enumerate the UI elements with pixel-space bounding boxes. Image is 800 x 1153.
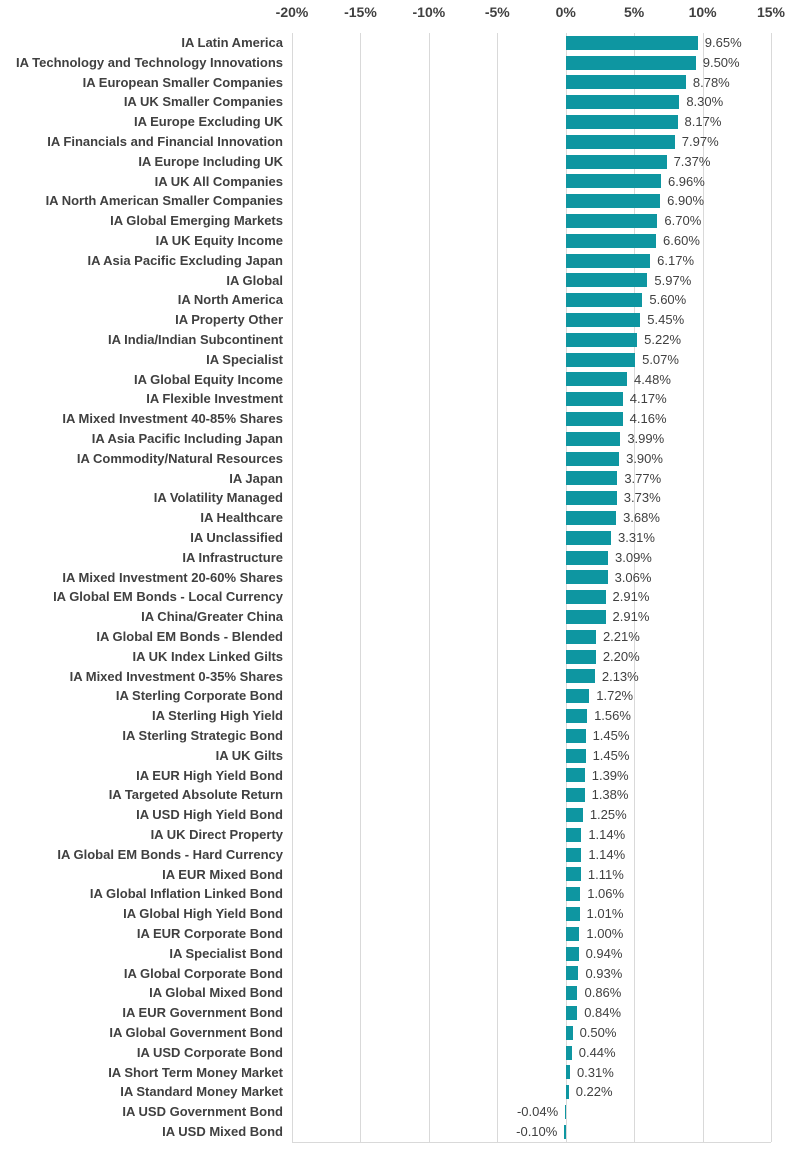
value-label: 8.30% <box>686 94 724 110</box>
value-label: 6.70% <box>664 213 702 229</box>
value-label: 0.86% <box>584 985 622 1001</box>
category-label: IA Global EM Bonds - Blended <box>96 629 283 644</box>
value-label: 1.14% <box>588 846 626 862</box>
chart-row <box>0 924 800 944</box>
chart-row <box>0 191 800 211</box>
category-label: IA Global EM Bonds - Local Currency <box>53 589 283 605</box>
chart-row <box>0 884 800 904</box>
category-label: IA European Smaller Companies <box>82 74 283 90</box>
category-label: IA Global Corporate Bond <box>123 965 283 981</box>
category-label: IA Global High Yield Bond <box>123 906 283 922</box>
category-label: IA UK Smaller Companies <box>123 94 283 110</box>
category-label: IA Technology and Technology Innovations <box>16 54 283 70</box>
value-label: 3.31% <box>618 530 655 545</box>
bar <box>566 36 698 50</box>
plot-bottom-axis-line <box>292 1142 771 1143</box>
chart-row <box>0 647 800 667</box>
value-label: 5.07% <box>642 351 679 367</box>
bar <box>566 313 641 327</box>
chart-row <box>0 964 800 984</box>
value-label: 5.60% <box>649 292 687 308</box>
category-label: IA UK Direct Property <box>150 827 283 842</box>
value-label: -0.10% <box>516 1124 558 1139</box>
value-label: 0.93% <box>585 965 623 981</box>
bar <box>566 273 648 287</box>
value-label: 0.84% <box>584 1005 622 1021</box>
value-label: 2.21% <box>602 629 640 644</box>
chart-row <box>0 172 800 192</box>
chart-row <box>0 409 800 429</box>
chart-row <box>0 370 800 390</box>
bar <box>566 1085 569 1099</box>
category-label: IA EUR High Yield Bond <box>136 767 283 783</box>
category-label: IA Flexible Investment <box>146 391 283 407</box>
chart-row <box>0 488 800 508</box>
chart-row <box>0 686 800 706</box>
chart-row <box>0 607 800 627</box>
value-label: 9.65% <box>704 35 742 50</box>
bar <box>566 392 623 406</box>
value-label: 1.11% <box>587 866 624 882</box>
chart-row <box>0 805 800 825</box>
bar <box>566 95 680 109</box>
bar <box>566 689 590 703</box>
value-label: 8.17% <box>684 114 722 130</box>
value-label: 1.45% <box>592 728 630 743</box>
bar <box>566 372 627 386</box>
chart-row <box>0 865 800 885</box>
value-label: 4.17% <box>629 391 667 407</box>
value-label: 2.91% <box>612 609 650 625</box>
category-label: IA Global <box>226 272 283 288</box>
category-label: IA Infrastructure <box>182 549 283 565</box>
value-label: 2.20% <box>602 648 640 664</box>
category-label: IA USD Corporate Bond <box>136 1044 283 1060</box>
bar <box>566 768 585 782</box>
value-label: 7.97% <box>681 134 719 149</box>
chart-row <box>0 667 800 687</box>
bar <box>566 471 618 485</box>
chart-row <box>0 528 800 548</box>
bar <box>566 412 623 426</box>
value-label: 5.22% <box>644 332 682 347</box>
value-label: 1.00% <box>586 926 624 941</box>
category-label: IA Global Equity Income <box>133 371 283 387</box>
x-axis-tick-label: -10% <box>412 4 446 20</box>
category-label: IA North American Smaller Companies <box>45 193 283 209</box>
chart-row <box>0 548 800 568</box>
bar <box>566 887 581 901</box>
value-label: 4.48% <box>634 371 671 387</box>
value-label: 3.77% <box>624 470 662 486</box>
bar <box>566 788 585 802</box>
chart-row <box>0 1082 800 1102</box>
category-label: IA Financials and Financial Innovation <box>47 134 283 149</box>
x-axis-tick-label: 15% <box>756 4 786 20</box>
chart-row <box>0 1102 800 1122</box>
chart-row <box>0 726 800 746</box>
chart-row <box>0 627 800 647</box>
value-label: 6.60% <box>663 233 700 248</box>
chart-row <box>0 568 800 588</box>
category-label: IA Global Emerging Markets <box>110 213 283 229</box>
chart-row <box>0 449 800 469</box>
category-label: IA UK All Companies <box>154 173 283 189</box>
category-label: IA Mixed Investment 40-85% Shares <box>62 411 283 427</box>
category-label: IA EUR Corporate Bond <box>136 926 283 941</box>
category-label: IA Global Government Bond <box>109 1025 283 1040</box>
category-label: IA Asia Pacific Excluding Japan <box>87 252 283 268</box>
value-label: 0.44% <box>578 1044 616 1060</box>
value-label: -0.04% <box>516 1104 559 1120</box>
value-label: 3.99% <box>627 431 665 446</box>
chart-row <box>0 152 800 172</box>
category-label: IA Latin America <box>181 35 283 50</box>
value-label: 1.38% <box>591 787 629 803</box>
chart-row <box>0 766 800 786</box>
bar <box>566 848 582 862</box>
bar <box>566 452 619 466</box>
bar <box>566 966 579 980</box>
category-label: IA North America <box>177 292 283 308</box>
chart-row <box>0 1003 800 1023</box>
category-label: IA Mixed Investment 0-35% Shares <box>69 668 283 684</box>
value-label: 1.14% <box>588 827 626 842</box>
bar <box>566 194 660 208</box>
category-label: IA Specialist <box>206 351 283 367</box>
x-axis-tick-label: 10% <box>688 4 717 20</box>
category-label: IA Europe Including UK <box>138 153 283 169</box>
bar <box>566 135 675 149</box>
x-axis-tick-label: 0% <box>555 4 576 20</box>
chart-row <box>0 508 800 528</box>
category-label: IA Asia Pacific Including Japan <box>91 431 283 446</box>
chart-row <box>0 845 800 865</box>
value-label: 9.50% <box>702 54 740 70</box>
bar <box>566 333 637 347</box>
value-label: 1.01% <box>586 906 624 922</box>
bar <box>566 353 635 367</box>
bar <box>566 907 580 921</box>
value-label: 4.16% <box>629 411 667 427</box>
chart-row <box>0 132 800 152</box>
chart-row <box>0 944 800 964</box>
value-label: 1.39% <box>591 767 629 783</box>
category-label: IA UK Equity Income <box>155 233 283 248</box>
chart-row <box>0 211 800 231</box>
chart-row <box>0 251 800 271</box>
value-label: 1.56% <box>594 708 631 724</box>
bar <box>566 551 608 565</box>
value-label: 3.06% <box>614 569 652 585</box>
chart-row <box>0 746 800 766</box>
category-label: IA China/Greater China <box>141 609 283 625</box>
chart-row <box>0 330 800 350</box>
chart-row <box>0 33 800 53</box>
category-label: IA Europe Excluding UK <box>133 114 283 130</box>
category-label: IA India/Indian Subcontinent <box>107 332 283 347</box>
bar <box>566 234 656 248</box>
chart-row <box>0 231 800 251</box>
bar <box>566 491 617 505</box>
chart-row <box>0 587 800 607</box>
chart-row <box>0 429 800 449</box>
bar <box>566 749 586 763</box>
category-label: IA Unclassified <box>190 530 283 545</box>
chart-row <box>0 1043 800 1063</box>
bar <box>566 293 643 307</box>
value-label: 6.17% <box>657 252 695 268</box>
category-label: IA Global EM Bonds - Hard Currency <box>57 846 283 862</box>
value-label: 3.90% <box>626 450 663 466</box>
bar <box>564 1125 565 1139</box>
category-label: IA Commodity/Natural Resources <box>76 450 283 466</box>
bar <box>566 1006 577 1020</box>
category-label: IA Global Mixed Bond <box>149 985 283 1001</box>
value-label: 1.25% <box>589 807 627 823</box>
value-label: 6.90% <box>667 193 705 209</box>
chart-row <box>0 469 800 489</box>
value-label: 3.73% <box>623 490 661 506</box>
x-axis-tick-label: 5% <box>624 4 645 20</box>
category-label: IA Japan <box>229 470 283 486</box>
value-label: 5.97% <box>654 272 692 288</box>
bar <box>566 927 580 941</box>
bar <box>566 155 667 169</box>
chart-row <box>0 1122 800 1142</box>
bar <box>566 808 583 822</box>
category-label: IA Mixed Investment 20-60% Shares <box>62 569 283 585</box>
bar <box>566 986 578 1000</box>
value-label: 1.06% <box>587 886 625 902</box>
category-label: IA Short Term Money Market <box>108 1064 283 1080</box>
bar <box>566 174 661 188</box>
chart-row <box>0 1063 800 1083</box>
category-label: IA Property Other <box>175 312 283 328</box>
chart-row <box>0 290 800 310</box>
category-label: IA UK Index Linked Gilts <box>132 648 283 664</box>
category-label: IA UK Gilts <box>215 747 283 763</box>
bar <box>566 947 579 961</box>
bar <box>566 729 586 743</box>
category-label: IA Volatility Managed <box>153 490 283 506</box>
x-axis-tick-label: -15% <box>344 4 377 20</box>
value-label: 3.09% <box>615 549 652 565</box>
value-label: 2.91% <box>612 589 650 605</box>
x-axis-tick-label: -5% <box>484 4 510 20</box>
bar <box>566 531 611 545</box>
value-label: 2.13% <box>601 668 639 684</box>
category-label: IA USD Government Bond <box>122 1104 283 1120</box>
category-label: IA EUR Mixed Bond <box>162 866 283 882</box>
value-label: 7.37% <box>673 153 711 169</box>
chart-row <box>0 53 800 73</box>
value-label: 6.96% <box>667 173 705 189</box>
x-axis-tick-label: -20% <box>275 4 309 20</box>
chart-row <box>0 785 800 805</box>
bar <box>566 630 596 644</box>
category-label: IA Sterling Strategic Bond <box>122 728 283 743</box>
bar <box>566 511 616 525</box>
chart-row <box>0 825 800 845</box>
chart-row <box>0 271 800 291</box>
chart-row <box>0 389 800 409</box>
chart-row <box>0 310 800 330</box>
category-label: IA Standard Money Market <box>120 1084 283 1100</box>
bar <box>566 650 596 664</box>
value-label: 0.22% <box>575 1084 613 1100</box>
bar <box>566 828 582 842</box>
bar <box>566 254 650 268</box>
bar <box>566 669 595 683</box>
bar <box>566 75 686 89</box>
category-label: IA Healthcare <box>200 510 283 526</box>
value-label: 5.45% <box>647 312 685 328</box>
value-label: 3.68% <box>623 510 660 526</box>
value-label: 1.45% <box>592 747 630 763</box>
value-label: 1.72% <box>596 688 634 704</box>
category-label: IA USD Mixed Bond <box>162 1124 283 1139</box>
bar <box>566 432 621 446</box>
chart-row <box>0 350 800 370</box>
chart-row <box>0 1023 800 1043</box>
bar <box>566 709 587 723</box>
category-label: IA Targeted Absolute Return <box>108 787 283 803</box>
chart-row <box>0 92 800 112</box>
bar <box>566 867 581 881</box>
bar <box>566 1046 572 1060</box>
bar <box>566 1065 570 1079</box>
value-label: 0.94% <box>585 945 623 961</box>
category-label: IA Global Inflation Linked Bond <box>89 886 283 902</box>
value-label: 8.78% <box>692 74 730 90</box>
category-label: IA Sterling High Yield <box>152 708 283 724</box>
chart-row <box>0 904 800 924</box>
bar <box>566 590 606 604</box>
value-label: 0.31% <box>576 1064 614 1080</box>
category-label: IA Sterling Corporate Bond <box>115 688 283 704</box>
category-label: IA EUR Government Bond <box>122 1005 283 1021</box>
category-label: IA USD High Yield Bond <box>136 807 283 823</box>
bar <box>566 610 606 624</box>
bar <box>566 214 658 228</box>
chart-row <box>0 706 800 726</box>
bar <box>565 1105 566 1119</box>
chart-row <box>0 983 800 1003</box>
bar <box>566 56 696 70</box>
chart-row <box>0 112 800 132</box>
value-label: 0.50% <box>579 1025 617 1040</box>
chart-row <box>0 73 800 93</box>
category-label: IA Specialist Bond <box>169 945 283 961</box>
bar <box>566 1026 573 1040</box>
bar <box>566 570 608 584</box>
bar <box>566 115 678 129</box>
